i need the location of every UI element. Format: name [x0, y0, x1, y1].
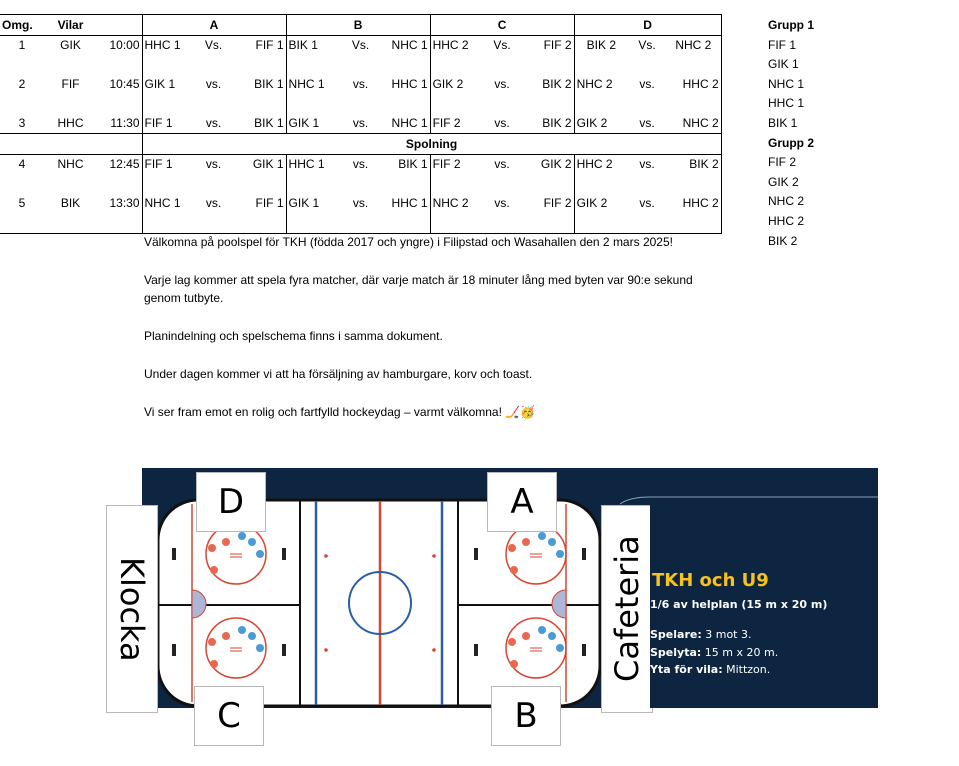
header-a: A [142, 15, 286, 36]
table-header [0, 15, 721, 36]
group-item: NHC 2 [768, 194, 805, 209]
header-d: D [574, 15, 721, 36]
group-item: HHC 1 [768, 96, 805, 111]
schedule-table [0, 14, 722, 234]
group-item: HHC 2 [768, 213, 805, 228]
group-item: NHC 1 [768, 76, 805, 91]
info-text [144, 233, 744, 421]
group-item: BIK 2 [768, 233, 798, 248]
panel-area: Spelyta: 15 m x 20 m. [650, 646, 779, 659]
panel-title: TKH och U9 [652, 570, 769, 591]
info-panel [650, 468, 878, 708]
panel-subtitle: 1/6 av helplan (15 m x 20 m) [650, 598, 828, 611]
table-row: 3 HHC 11:30 FIF 1 vs. BIK 1 GIK 1 vs. NHC 1 FIF 2 vs. BIK 2 GIK 2 vs. NHC 2 [0, 114, 721, 134]
zone-b-label: B [491, 686, 561, 746]
welcome-text: Välkomna på poolspel för TKH (födda 2017 och yngre) i Filipstad och Wasahallen den 2 mars 2025! [144, 235, 673, 249]
group2-title: Grupp 2 [768, 135, 815, 150]
header-c: C [430, 15, 574, 36]
pause-row [0, 134, 721, 155]
header-host: Vilar [44, 15, 97, 36]
matches-text: Varje lag kommer att spela fyra matcher, där varje match är 18 minuter lång med byten var 90:e sekund genom tutbyte. [144, 273, 693, 305]
header-round: Omg. [0, 15, 44, 36]
zone-d-label: D [196, 472, 266, 532]
panel-players: Spelare: 3 mot 3. [650, 628, 752, 641]
plan-text: Planindelning och spelschema finns i samma dokument. [144, 329, 443, 343]
table-row: 5 BIK 13:30 NHC 1 vs. FIF 1 GIK 1 vs. HHC 1 NHC 2 vs. FIF 2 GIK 2 vs. HHC 2 [0, 194, 721, 214]
group-item: GIK 1 [768, 57, 799, 72]
group-item: GIK 2 [768, 174, 799, 189]
panel-decor-line [620, 496, 880, 506]
zone-a-label: A [487, 472, 557, 532]
table-row: 4 NHC 12:45 FIF 1 vs. GIK 1 HHC 1 vs. BIK 1 FIF 2 vs. GIK 2 HHC 2 vs. BIK 2 [0, 154, 721, 174]
table-row: 1 GIK 10:00 HHC 1 Vs. FIF 1 BIK 1 Vs. NHC 1 HHC 2 Vs. FIF 2 BIK 2 Vs. NHC 2 [0, 35, 721, 55]
group-item: FIF 2 [768, 155, 797, 170]
closing-text: Vi ser fram emot en rolig och fartfylld hockeydag – varmt välkomna! 🏒🥳 [144, 405, 536, 419]
groups-list [768, 16, 814, 251]
food-text: Under dagen kommer vi att ha försäljning av hamburgare, korv och toast. [144, 367, 533, 381]
clock-label: Klocka [106, 505, 158, 713]
panel-rest: Yta för vila: Mittzon. [650, 663, 771, 676]
header-b: B [286, 15, 430, 36]
group1-title: Grupp 1 [768, 18, 815, 32]
group-item: FIF 1 [768, 37, 797, 52]
group-item: BIK 1 [768, 115, 798, 130]
pause-label: Spolning [142, 134, 721, 155]
table-row: 2 FIF 10:45 GIK 1 vs. BIK 1 NHC 1 vs. HHC 1 GIK 2 vs. BIK 2 NHC 2 vs. HHC 2 [0, 75, 721, 95]
zone-c-label: C [194, 686, 264, 746]
cafeteria-label: Cafeteria [601, 505, 653, 713]
